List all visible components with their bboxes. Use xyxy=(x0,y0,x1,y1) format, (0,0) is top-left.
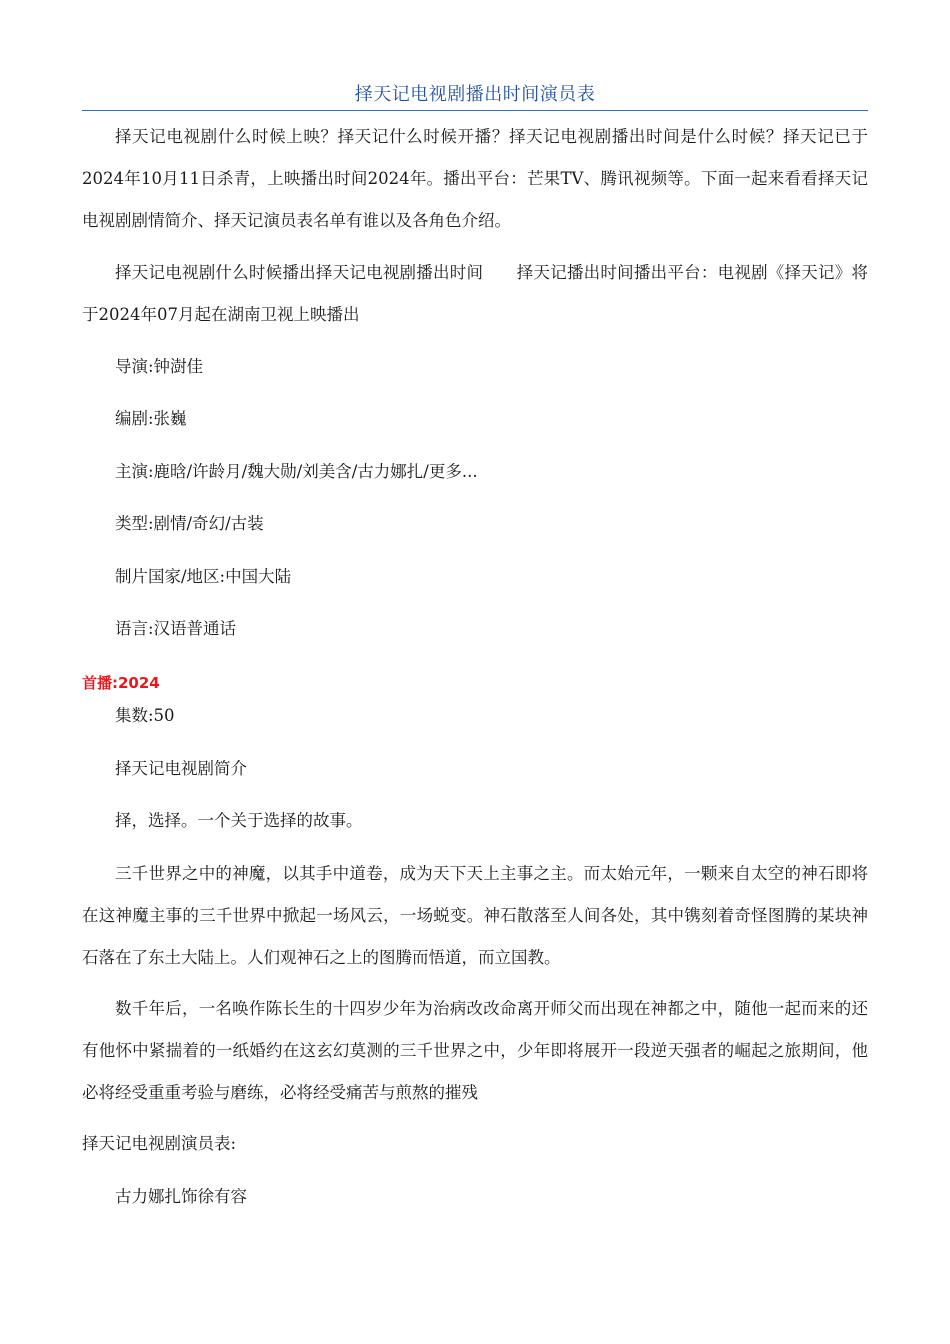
synopsis-heading: 择天记电视剧简介 xyxy=(115,759,247,778)
premiere-highlight: 首播:2024 xyxy=(82,674,160,692)
intro-paragraph: 择天记电视剧什么时候上映？择天记什么时候开播？择天记电视剧播出时间是什么时候？择天记已于2024年10月11日杀青，上映播出时间2024年。播出平台：芒果TV、腾讯视频等。下面一起来看看择天记电视剧剧情简介、择天记演员表名单有谁以及各角色介绍。 xyxy=(82,127,868,230)
writer-line: 编剧:张巍 xyxy=(115,409,187,428)
synopsis-paragraph-2: 三千世界之中的神魔，以其手中道卷，成为天下天上主事之主。而太始元年，一颗来自太空的神石即将在这神魔主事的三千世界中掀起一场风云，一场蜕变。神石散落至人间各处，其中镌刻着奇怪图腾的某块神石落在了东土大陆上。人们观神石之上的图腾而悟道，而立国教。 xyxy=(82,864,868,967)
cast-line: 主演:鹿晗/许龄月/魏大勋/刘美含/古力娜扎/更多... xyxy=(115,462,478,481)
title-underline xyxy=(82,110,868,111)
genre-line: 类型:剧情/奇幻/古装 xyxy=(115,514,264,533)
cast-list-item: 古力娜扎饰徐有容 xyxy=(115,1187,247,1206)
synopsis-paragraph-1: 择，选择。一个关于选择的故事。 xyxy=(115,811,363,830)
broadcast-paragraph: 择天记电视剧什么时候播出择天记电视剧播出时间 择天记播出时间播出平台：电视剧《择天记》将于2024年07月起在湖南卫视上映播出 xyxy=(82,263,868,324)
director-line: 导演:钟澍佳 xyxy=(115,357,204,376)
synopsis-paragraph-3: 数千年后，一名唤作陈长生的十四岁少年为治病改改命离开师父而出现在神都之中，随他一起而来的还有他怀中紧揣着的一纸婚约在这玄幻莫测的三千世界之中，少年即将展开一段逆天强者的崛起之旅期间，他必将经受重重考验与磨练，必将经受痛苦与煎熬的摧残 xyxy=(82,999,868,1102)
episodes-line: 集数:50 xyxy=(115,706,175,725)
cast-list-heading: 择天记电视剧演员表: xyxy=(82,1134,237,1153)
language-line: 语言:汉语普通话 xyxy=(115,619,237,638)
document-title: 择天记电视剧播出时间演员表 xyxy=(354,84,596,105)
country-line: 制片国家/地区:中国大陆 xyxy=(115,567,292,586)
